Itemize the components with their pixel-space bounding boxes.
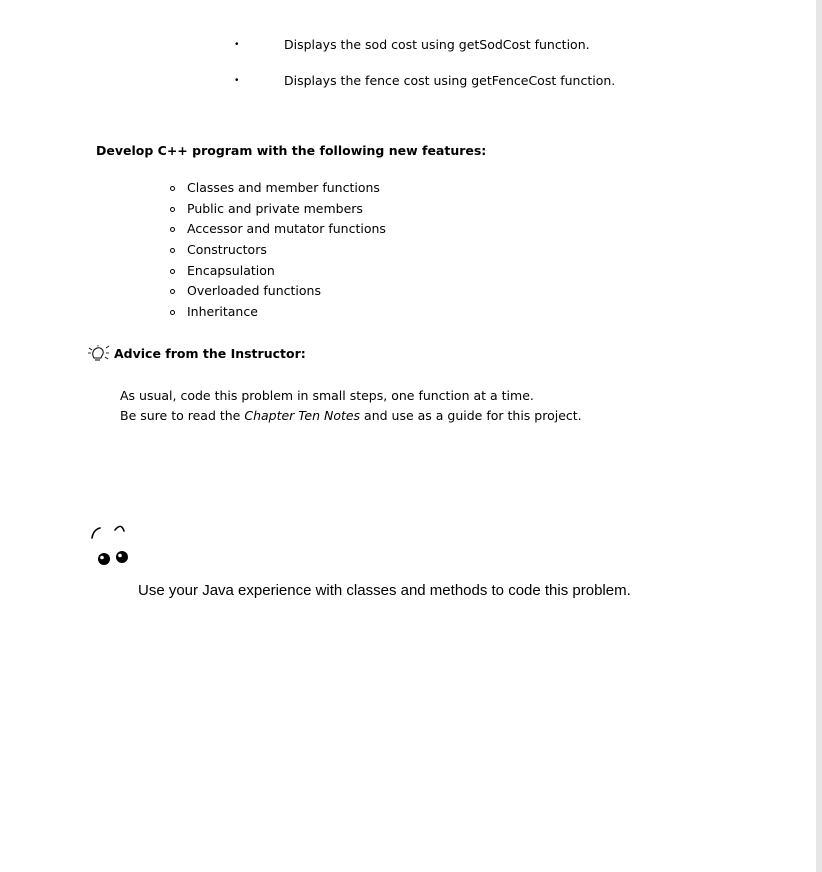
list-item: Constructors: [0, 242, 600, 263]
page-edge-gutter: [816, 0, 822, 872]
list-item: Inheritance: [0, 304, 600, 325]
circle-bullet-icon: [170, 186, 175, 191]
feature-list: [0, 180, 600, 325]
list-item: Accessor and mutator functions: [0, 221, 600, 242]
list-item: Overloaded functions: [0, 283, 600, 304]
circle-bullet-icon: [170, 248, 175, 253]
bullet-marker: •: [235, 75, 239, 86]
develop-heading: Develop C++ program with the following new features:: [96, 143, 487, 158]
chapter-notes-title: Chapter Ten Notes: [244, 408, 361, 423]
advice-heading: Advice from the Instructor:: [114, 346, 306, 361]
circle-bullet-icon: [170, 227, 175, 232]
circle-bullet-icon: [170, 289, 175, 294]
list-item: Classes and member functions: [0, 180, 600, 201]
list-item: Encapsulation: [0, 263, 600, 284]
lightbulb-icon: [88, 345, 110, 361]
advice-line-1: As usual, code this problem in small steps, one function at a time.: [120, 388, 534, 403]
sod-cost-item: Displays the sod cost using getSodCost function.: [284, 37, 590, 52]
circle-bullet-icon: [170, 269, 175, 274]
circle-bullet-icon: [170, 207, 175, 212]
advice-line-2: Be sure to read the Chapter Ten Notes and use as a guide for this project.: [120, 408, 582, 423]
raised-eyebrows-eyes-icon: [88, 522, 138, 568]
list-item: Public and private members: [0, 201, 600, 222]
java-tip-text: Use your Java experience with classes and methods to code this problem.: [138, 582, 631, 599]
circle-bullet-icon: [170, 310, 175, 315]
fence-cost-item: Displays the fence cost using getFenceCost function.: [284, 73, 616, 88]
bullet-marker: •: [235, 39, 239, 50]
